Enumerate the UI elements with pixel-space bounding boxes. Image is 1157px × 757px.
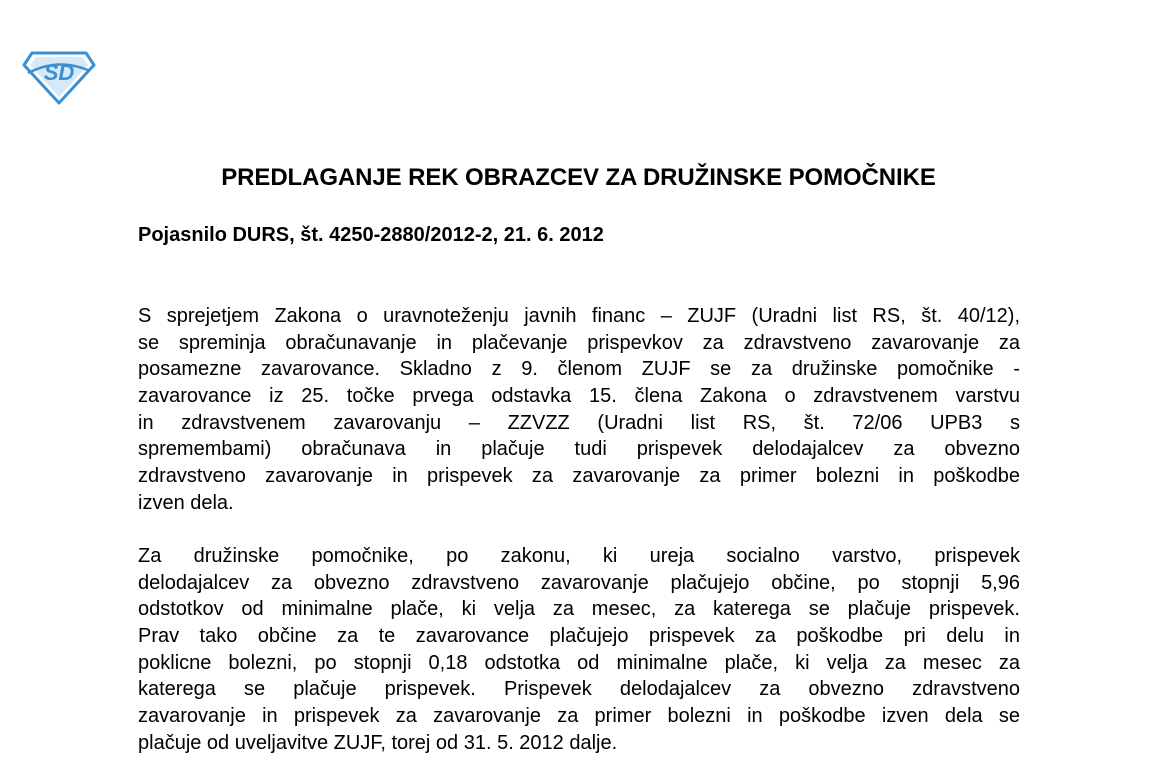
paragraph-line: izven dela. (138, 491, 234, 514)
paragraph-line: katerega se plačuje prispevek. Prispevek delodajalcev za obvezno zdravstveno (138, 678, 1020, 701)
svg-text:SD: SD (43, 60, 75, 85)
paragraph-line: delodajalcev za obvezno zdravstveno zavarovanje plačujejo občine, po stopnji 5,96 (138, 571, 1020, 594)
paragraph-line: spremembami) obračunava in plačuje tudi prispevek delodajalcev za obvezno (138, 438, 1020, 461)
paragraph-line: odstotkov od minimalne plače, ki velja za mesec, za katerega se plačuje prispevek. (138, 598, 1020, 621)
document-subtitle: Pojasnilo DURS, št. 4250-2880/2012-2, 21. 6. 2012 (138, 224, 604, 246)
paragraph-line: in zdravstvenem zavarovanju – ZZVZZ (Uradni list RS, št. 72/06 UPB3 s (138, 411, 1020, 434)
paragraph-line: Prav tako občine za te zavarovance plačujejo prispevek za poškodbe pri delu in (138, 625, 1020, 648)
company-logo (22, 47, 96, 105)
paragraph-line: zdravstveno zavarovanje in prispevek za zavarovanje za primer bolezni in poškodbe (138, 465, 1020, 488)
paragraph-line: zavarovance iz 25. točke prvega odstavka 15. člena Zakona o zdravstvenem varstvu (138, 385, 1020, 408)
paragraph-line: S sprejetjem Zakona o uravnoteženju javnih financ – ZUJF (Uradni list RS, št. 40/12), (138, 305, 1020, 327)
document-title: PREDLAGANJE REK OBRAZCEV ZA DRUŽINSKE POMOČNIKE (221, 164, 936, 191)
diamond-logo-icon (22, 47, 96, 105)
paragraph-2 (138, 543, 1020, 757)
paragraph-line: posamezne zavarovance. Skladno z 9. členom ZUJF se za družinske pomočnike - (138, 358, 1020, 381)
paragraph-line: plačuje od uveljavitve ZUJF, torej od 31. 5. 2012 dalje. (138, 731, 618, 754)
paragraph-line: poklicne bolezni, po stopnji 0,18 odstotka od minimalne plače, ki velja za mesec za (138, 651, 1020, 674)
paragraph-line: zavarovanje in prispevek za zavarovanje za primer bolezni in poškodbe izven dela se (138, 705, 1020, 728)
paragraph-line: Za družinske pomočnike, po zakonu, ki ureja socialno varstvo, prispevek (138, 545, 1020, 567)
paragraph-line: se spreminja obračunavanje in plačevanje prispevkov za zdravstveno zavarovanje za (138, 331, 1020, 354)
paragraph-1 (138, 303, 1020, 517)
